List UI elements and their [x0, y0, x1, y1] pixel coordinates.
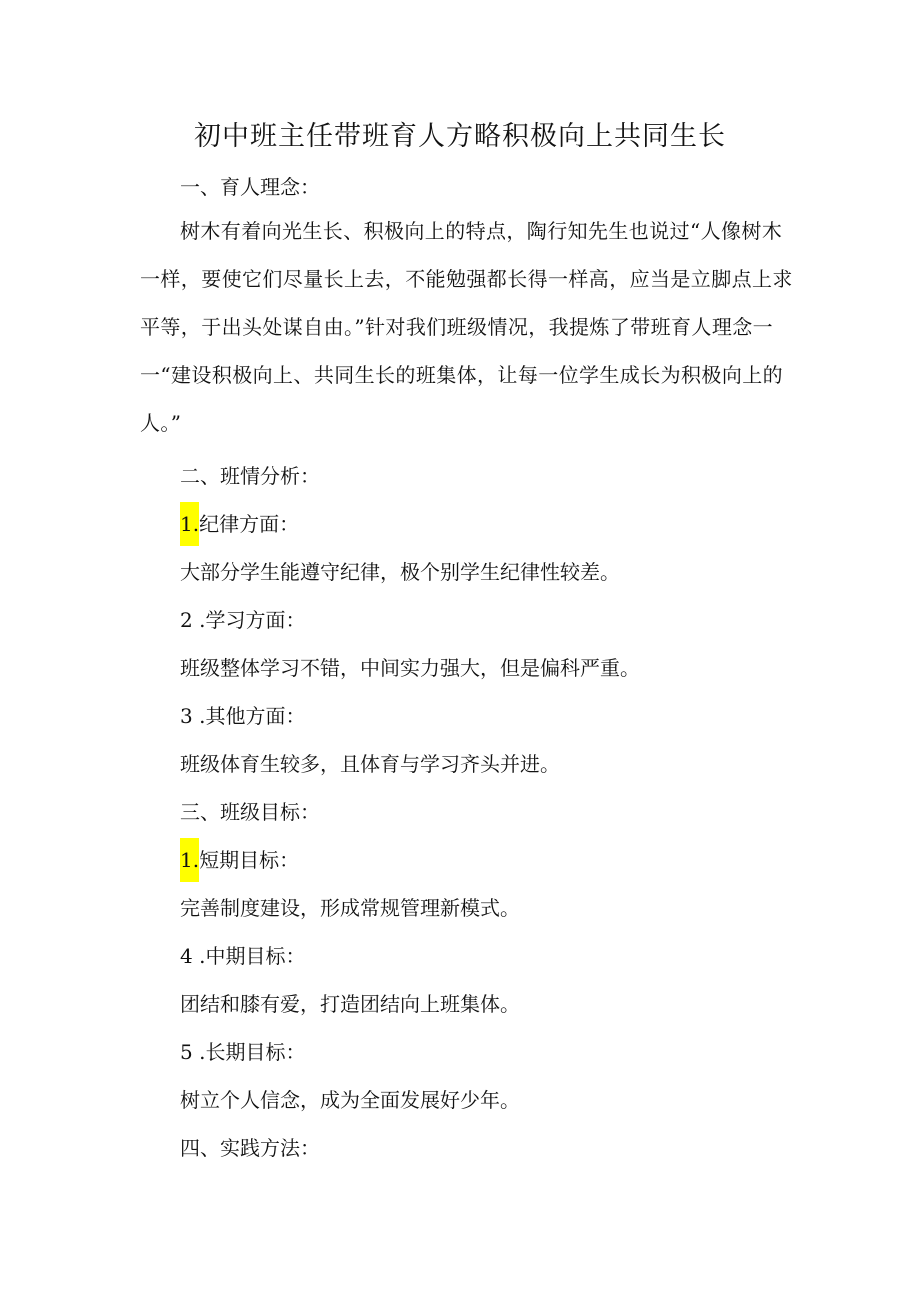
- section-heading-philosophy: 一、育人理念：: [180, 175, 320, 199]
- goal-mid-term-text: 团结和膝有爱，打造团结向上班集体。: [180, 992, 520, 1016]
- item-other: 3 .其他方面：: [180, 704, 306, 728]
- goal-long-term: 5 .长期目标：: [180, 1040, 306, 1064]
- paragraph-line: 平等，于出头处谋自由。”针对我们班级情况，我提炼了带班育人理念一: [140, 315, 774, 339]
- section-heading-class-goals: 三、班级目标：: [180, 800, 320, 824]
- philosophy-paragraph: [140, 216, 800, 456]
- paragraph-line: 一“建设积极向上、共同生长的班集体，让每一位学生成长为积极向上的: [140, 363, 784, 387]
- item-discipline-text: 大部分学生能遵守纪律，极个别学生纪律性较差。: [180, 560, 620, 584]
- item-other-text: 班级体育生较多，且体育与学习齐头并进。: [180, 752, 560, 776]
- section-heading-class-analysis: 二、班情分析：: [180, 464, 320, 488]
- goal-long-term-text: 树立个人信念，成为全面发展好少年。: [180, 1088, 520, 1112]
- goal-mid-term: 4 .中期目标：: [180, 944, 306, 968]
- highlighted-number: 1.: [180, 502, 199, 546]
- goal-short-term: [180, 845, 840, 875]
- document-title: 初中班主任带班育人方略积极向上共同生长: [194, 121, 726, 152]
- item-discipline: [180, 509, 840, 539]
- paragraph-line: 树木有着向光生长、积极向上的特点，陶行知先生也说过“人像树木: [180, 219, 783, 243]
- item-study: 2 .学习方面：: [180, 608, 306, 632]
- paragraph-line: 人。”: [140, 411, 182, 435]
- highlighted-number: 1.: [180, 838, 199, 882]
- goal-short-term-text: 完善制度建设，形成常规管理新模式。: [180, 896, 520, 920]
- section-heading-practice: 四、实践方法：: [180, 1136, 320, 1160]
- item-study-text: 班级整体学习不错，中间实力强大，但是偏科严重。: [180, 656, 640, 680]
- item-label: 纪律方面：: [199, 512, 300, 536]
- paragraph-line: 一样，要使它们尽量长上去，不能勉强都长得一样高，应当是立脚点上求: [140, 267, 793, 291]
- goal-label: 短期目标：: [199, 848, 300, 872]
